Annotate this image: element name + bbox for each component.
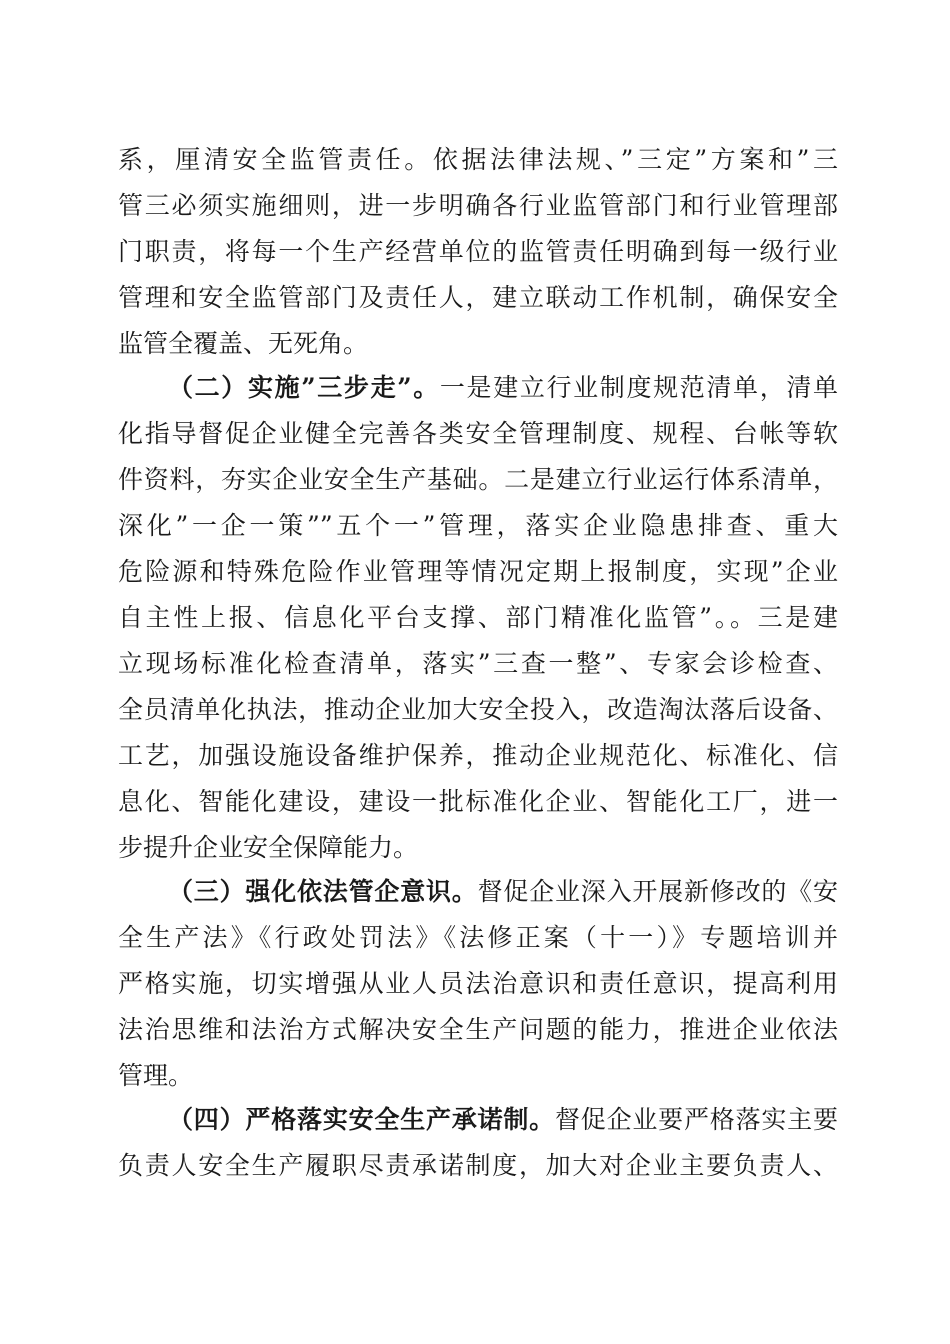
section-heading: （二）实施”三步走”。 [168, 373, 440, 402]
paragraph-line [168, 1102, 838, 1138]
paragraph-text: 一是建立行业制度规范清单，清单 [439, 373, 838, 402]
paragraph-line: 危险源和特殊危险作业管理等情况定期上报制度，实现”企业 [118, 557, 838, 586]
section-heading: （四）严格落实安全生产承诺制。 [168, 1105, 555, 1134]
paragraph-line: 立现场标准化检查清单，落实”三查一整”、专家会诊检查、 [118, 649, 838, 678]
paragraph-line: 步提升企业安全保障能力。 [118, 833, 419, 862]
paragraph-line: 监管全覆盖、无死角。 [118, 329, 369, 358]
paragraph-line [168, 874, 838, 910]
paragraph-line: 管理。 [118, 1061, 194, 1090]
paragraph-line: 工艺，加强设施设备维护保养，推动企业规范化、标准化、信 [118, 741, 838, 770]
paragraph-line: 法治思维和法治方式解决安全生产问题的能力，推进企业依法 [118, 1015, 838, 1044]
paragraph-line: 全生产法》《行政处罚法》《法修正案（十一）》专题培训并 [118, 923, 838, 952]
paragraph-line: 系，厘清安全监管责任。依据法律法规、”三定”方案和”三 [118, 145, 838, 174]
paragraph-line: 深化”一企一策””五个一”管理，落实企业隐患排查、重大 [118, 511, 838, 540]
paragraph-line: 管理和安全监管部门及责任人，建立联动工作机制，确保安全 [118, 283, 838, 312]
paragraph-text: 督促企业深入开展新修改的《安 [477, 877, 838, 906]
paragraph-line: 负责人安全生产履职尽责承诺制度，加大对企业主要负责人、 [118, 1151, 838, 1180]
section-heading: （三）强化依法管企意识。 [168, 877, 478, 906]
paragraph-line: 门职责，将每一个生产经营单位的监管责任明确到每一级行业 [118, 237, 838, 266]
paragraph-line: 件资料，夯实企业安全生产基础。二是建立行业运行体系清单， [118, 465, 838, 494]
paragraph-text: 督促企业要严格落实主要 [554, 1105, 838, 1134]
paragraph-line: 全员清单化执法，推动企业加大安全投入，改造淘汰落后设备、 [118, 695, 838, 724]
paragraph-line: 严格实施，切实增强从业人员法治意识和责任意识，提高利用 [118, 969, 838, 998]
paragraph-line: 息化、智能化建设，建设一批标准化企业、智能化工厂，进一 [118, 787, 838, 816]
paragraph-line: 管三必须实施细则，进一步明确各行业监管部门和行业管理部 [118, 191, 838, 220]
paragraph-line [168, 370, 838, 406]
paragraph-line: 自主性上报、信息化平台支撑、部门精准化监管”。。三是建 [118, 603, 838, 632]
paragraph-line: 化指导督促企业健全完善各类安全管理制度、规程、台帐等软 [118, 419, 838, 448]
